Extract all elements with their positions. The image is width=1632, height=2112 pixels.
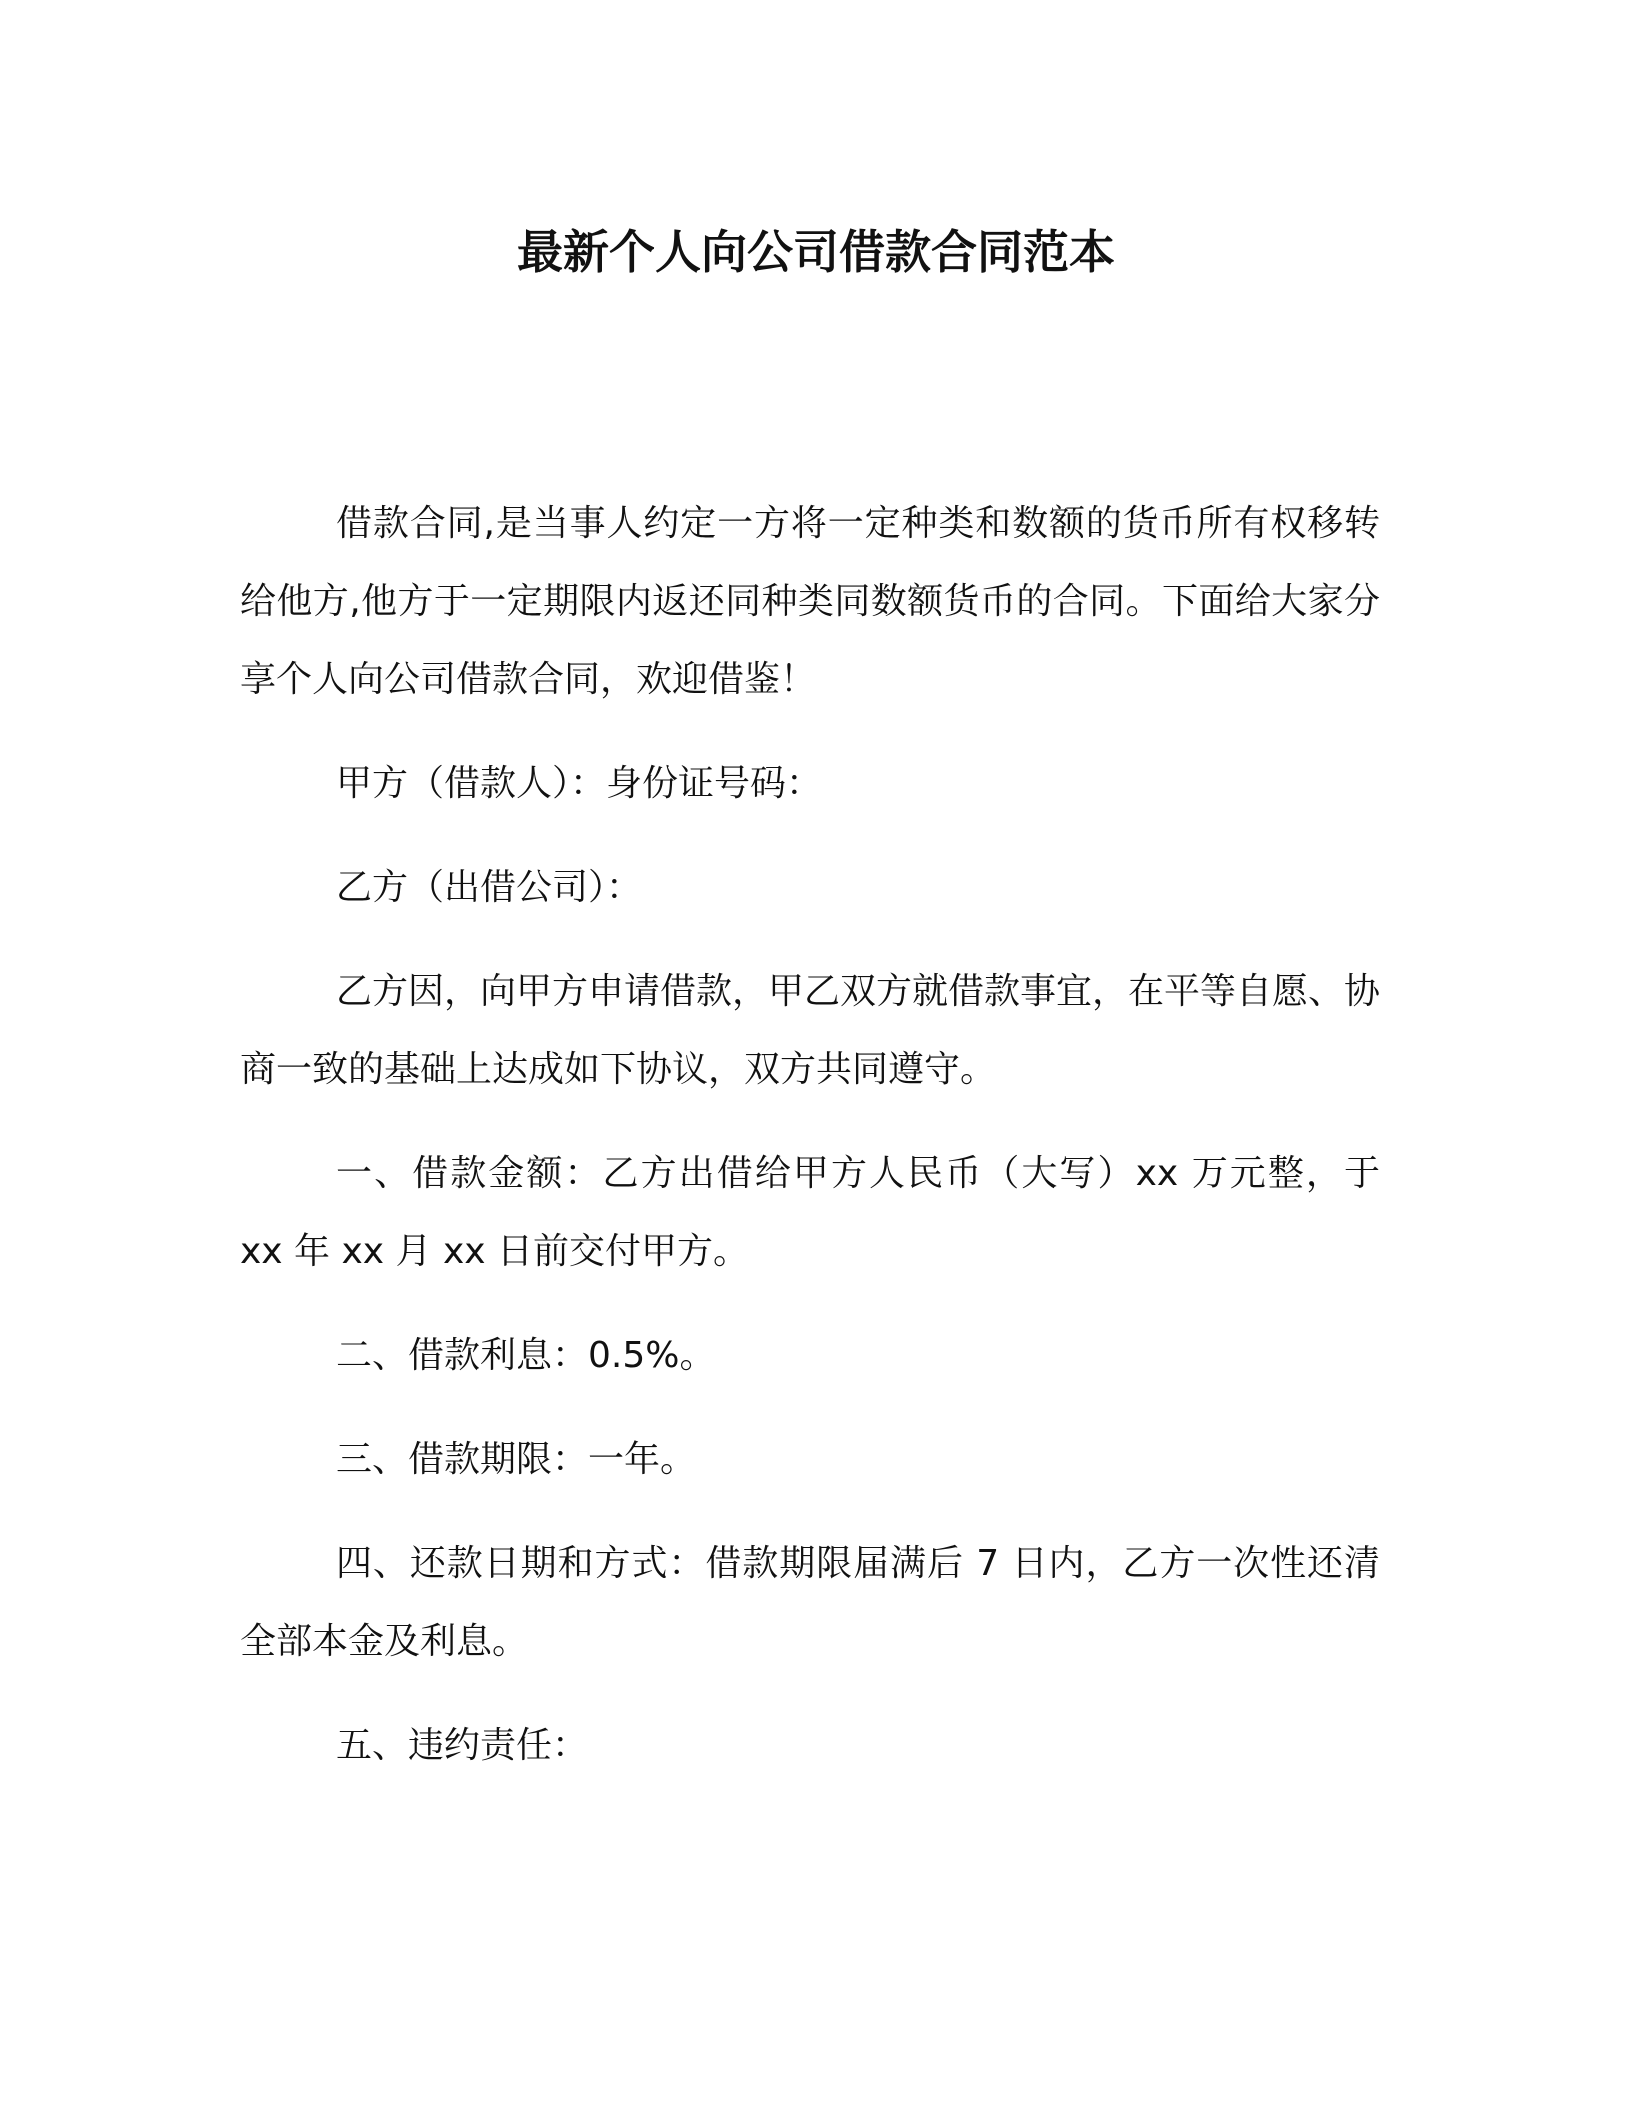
party-b-line: 乙方（出借公司）：	[336, 867, 643, 908]
intro-paragraph: 借款合同,是当事人约定一方将一定种类和数额的货币所有权移转给他方,他方于一定期限内返还同种类同数额货币的合同。下面给大家分享个人向公司借款合同，欢迎借鉴！	[240, 503, 1380, 700]
document-title: 最新个人向公司借款合同范本	[517, 225, 1115, 279]
document-body	[240, 485, 1380, 1811]
agreement-paragraph: 乙方因，向甲方申请借款，甲乙双方就借款事宜，在平等自愿、协商一致的基础上达成如下协议，双方共同遵守。	[240, 971, 1381, 1090]
clause-liability: 五、违约责任：	[336, 1725, 589, 1766]
party-a-line: 甲方（借款人）：身份证号码：	[336, 763, 823, 804]
clause-interest: 二、借款利息：0.5%。	[336, 1335, 716, 1376]
clause-loan-amount: 一、借款金额：乙方出借给甲方人民币（大写）xx 万元整，于 xx 年 xx 月 xx 日前交付甲方。	[240, 1153, 1380, 1272]
clause-term: 三、借款期限：一年。	[336, 1439, 697, 1480]
clause-repayment: 四、还款日期和方式：借款期限届满后 7 日内，乙方一次性还清全部本金及利息。	[240, 1543, 1380, 1662]
